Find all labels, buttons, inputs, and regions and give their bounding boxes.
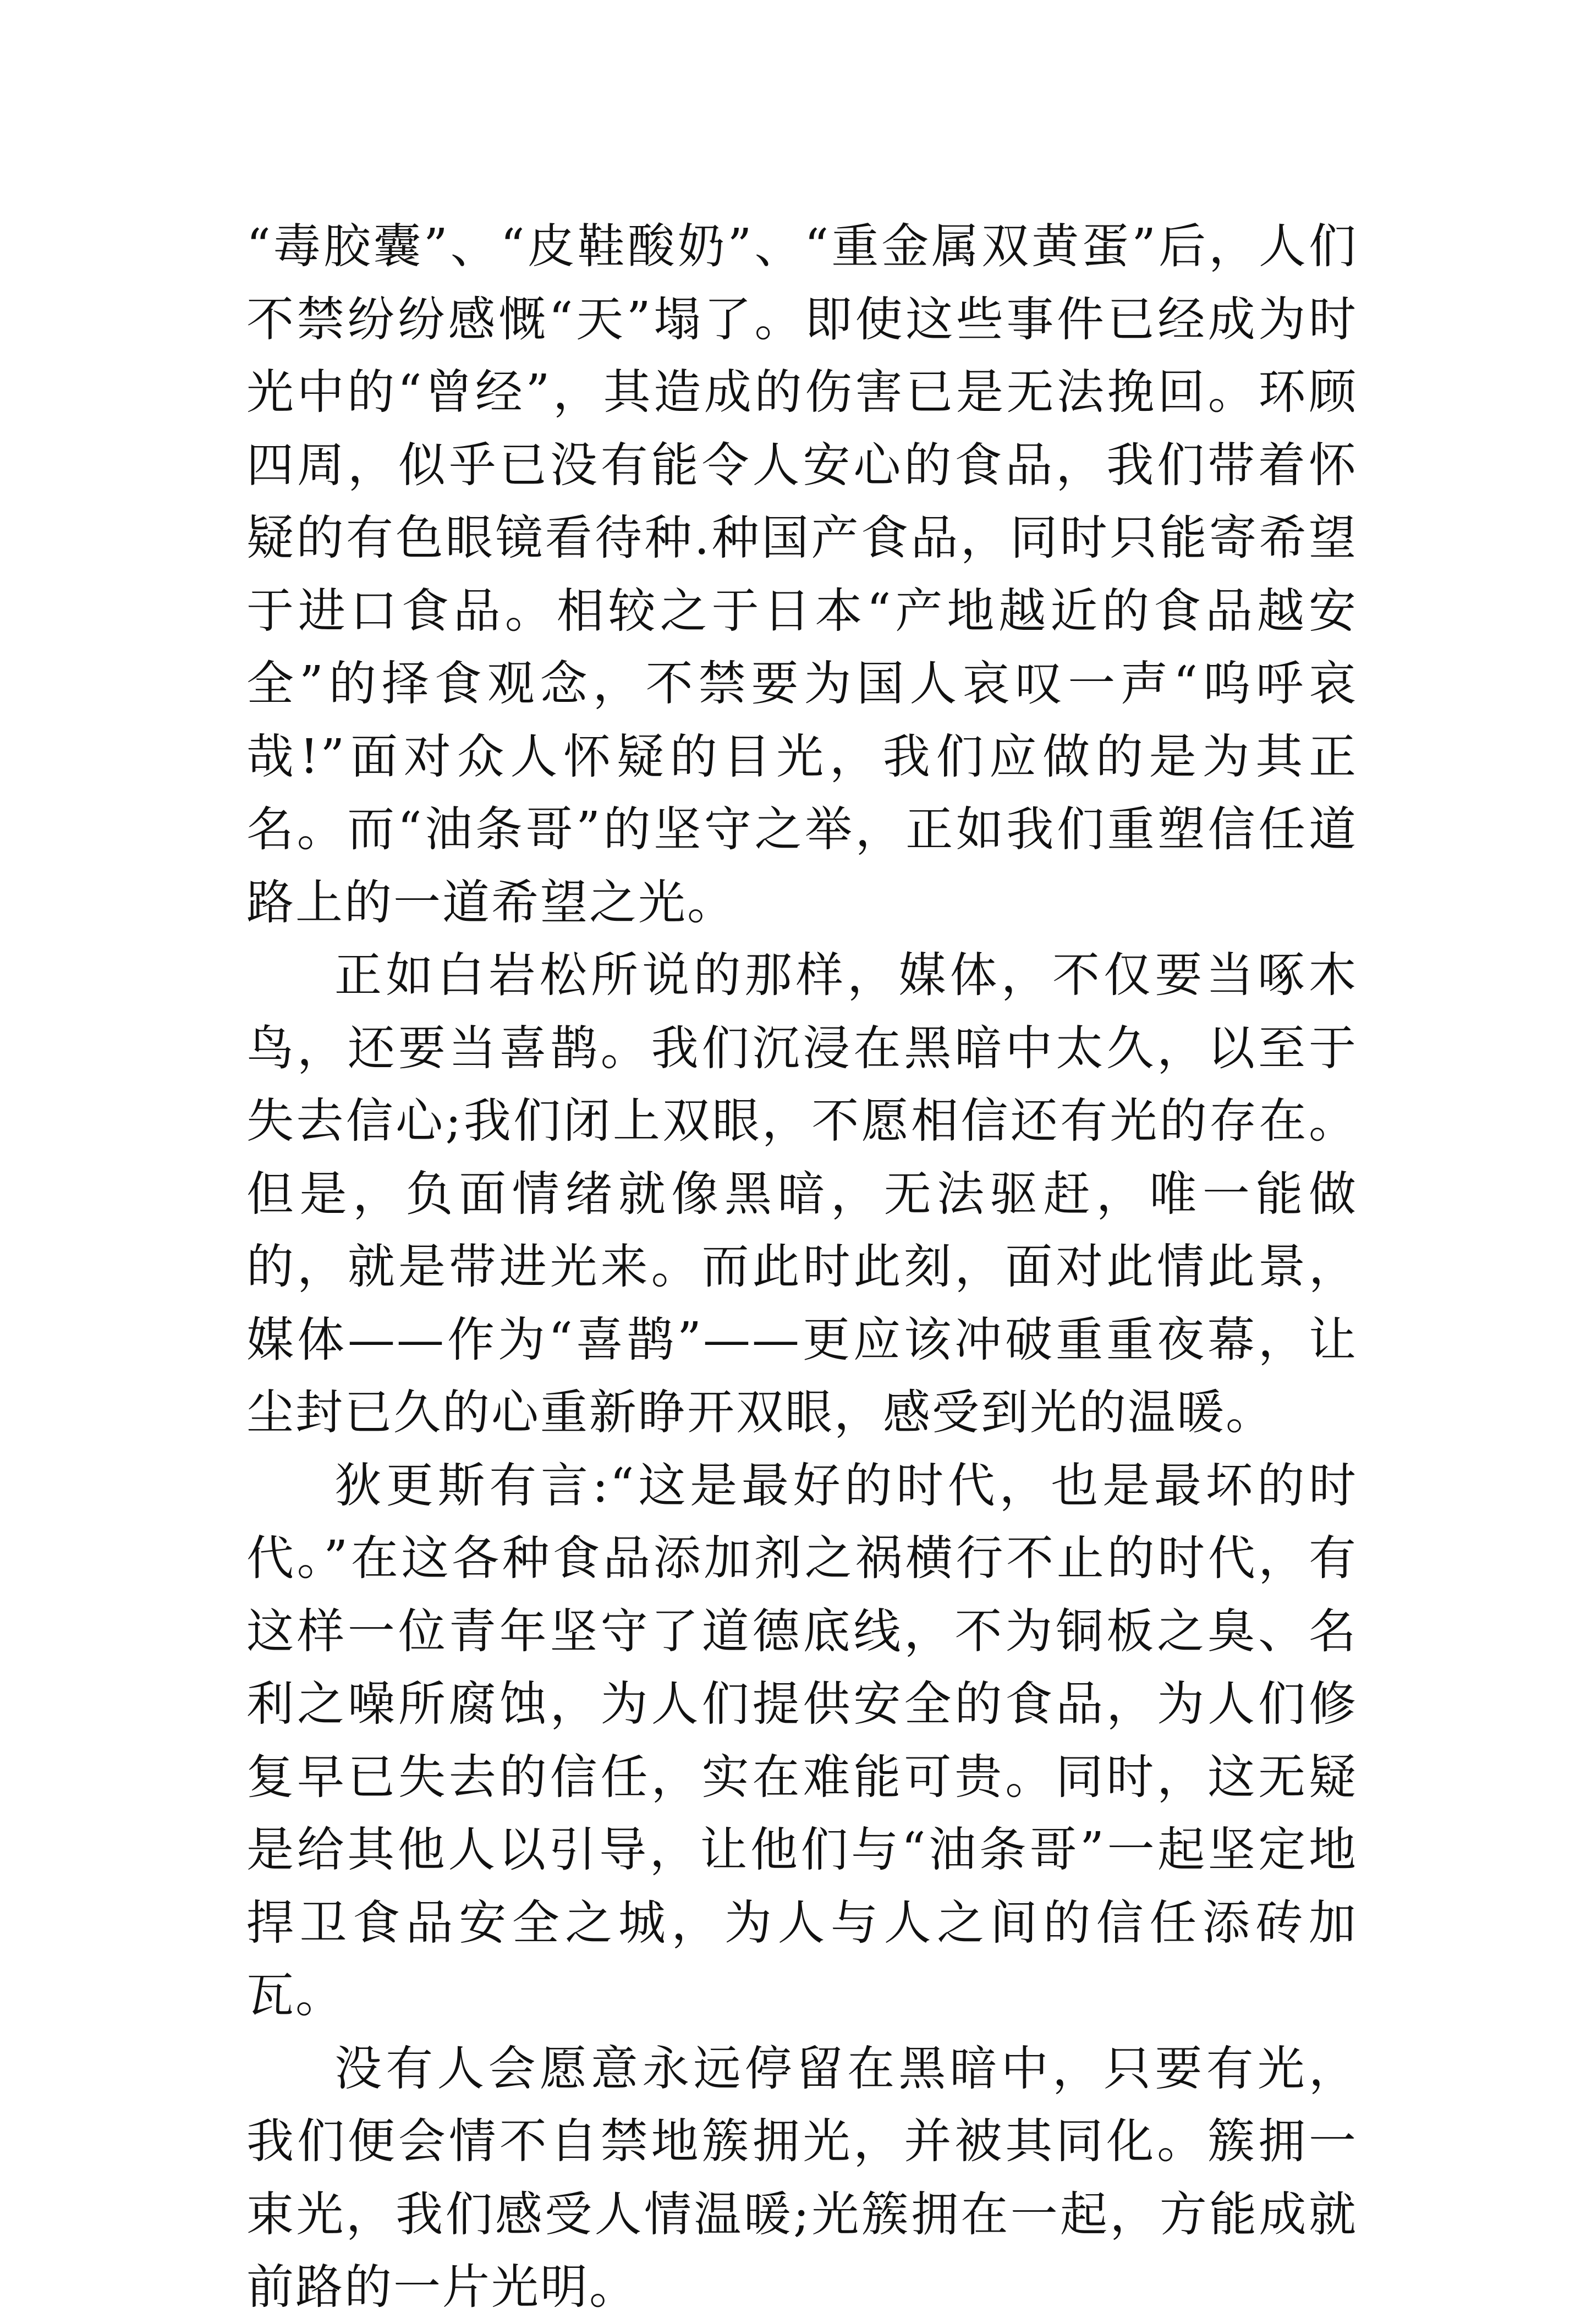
- document-body: [246, 210, 1358, 2324]
- paragraph-3: 狄更斯有言:“这是最好的时代，也是最坏的时代。”在这各种食品添加剂之祸横行不止的时代，有这样一位青年坚守了道德底线，不为铜板之臭、名利之噪所腐蚀，为人们提供安全的食品，为人们修复早已失去的信任，实在难能可贵。同时，这无疑是给其他人以引导，让他们与“油条哥”一起坚定地捍卫食品安全之城，为人与人之间的信任添砖加瓦。: [246, 1458, 1358, 2023]
- paragraph-1: “毒胶囊”、“皮鞋酸奶”、“重金属双黄蛋”后，人们不禁纷纷感慨“天”塌了。即使这些事件已经成为时光中的“曾经”，其造成的伤害已是无法挽回。环顾四周，似乎已没有能令人安心的食品，我们带着怀疑的有色眼镜看待种.种国产食品，同时只能寄希望于进口食品。相较之于日本“产地越近的食品越安全”的择食观念，不禁要为国人哀叹一声“呜呼哀哉!”面对众人怀疑的目光，我们应做的是为其正名。而“油条哥”的坚守之举，正如我们重塑信任道路上的一道希望之光。: [246, 219, 1358, 930]
- paragraph-2: 正如白岩松所说的那样，媒体，不仅要当啄木鸟，还要当喜鹊。我们沉浸在黑暗中太久，以至于失去信心;我们闭上双眼，不愿相信还有光的存在。但是，负面情绪就像黑暗，无法驱赶，唯一能做的，就是带进光来。而此时此刻，面对此情此景，媒体——作为“喜鹊”——更应该冲破重重夜幕，让尘封已久的心重新睁开双眼，感受到光的温暖。: [246, 948, 1358, 1440]
- paragraph-4: 没有人会愿意永远停留在黑暗中，只要有光，我们便会情不自禁地簇拥光，并被其同化。簇拥一束光，我们感受人情温暖;光簇拥在一起，方能成就前路的一片光明。: [246, 2041, 1358, 2315]
